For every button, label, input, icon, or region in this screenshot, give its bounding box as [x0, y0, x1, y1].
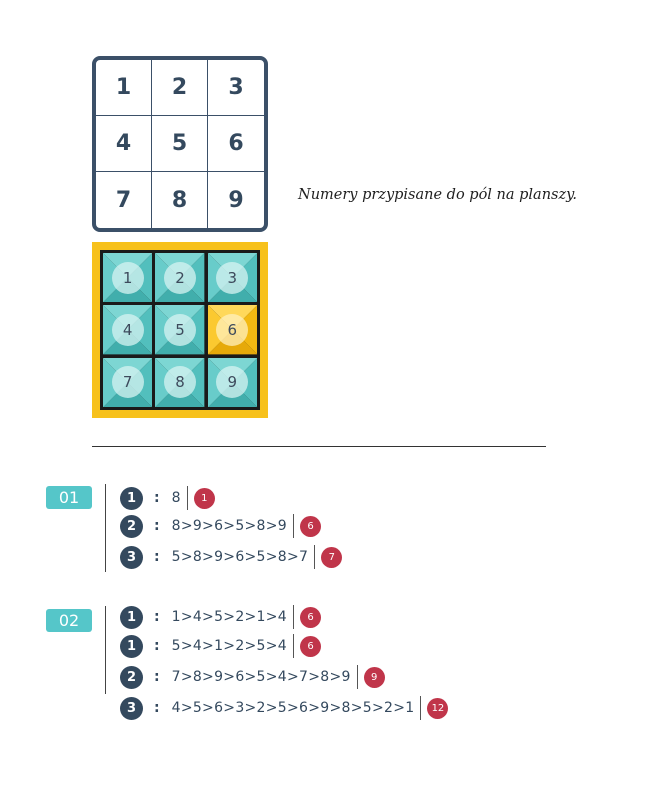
board-tile: [103, 253, 152, 302]
board-tile: [103, 305, 152, 354]
separator: :: [154, 609, 160, 625]
level-number: 2: [120, 515, 143, 538]
move-count-badge: 12: [427, 698, 448, 719]
tile-label: 3: [216, 262, 248, 294]
section-line-02: [105, 606, 106, 694]
tile-label: 1: [112, 262, 144, 294]
board-tile: [155, 305, 204, 354]
section-badge-01: 01: [46, 486, 92, 509]
grid-cell: 4: [96, 116, 152, 172]
tile-label: 9: [216, 366, 248, 398]
board-tile: [155, 253, 204, 302]
grid-caption: Numery przypisane do pól na planszy.: [298, 187, 577, 203]
level-number: 1: [120, 635, 143, 658]
level-number: 1: [120, 487, 143, 510]
solution-row: [120, 486, 215, 510]
section-badge-02: 02: [46, 609, 92, 632]
solution-row: [120, 514, 321, 538]
tile-label: 6: [216, 314, 248, 346]
move-sequence: 5>8>9>6>5>8>7: [172, 545, 316, 569]
separator: :: [154, 518, 160, 534]
grid-cell: 1: [96, 60, 152, 116]
board-tile: [208, 358, 257, 407]
grid-cell: 7: [96, 172, 152, 228]
move-count-badge: 1: [194, 488, 215, 509]
level-number: 3: [120, 546, 143, 569]
separator: :: [154, 669, 160, 685]
section-divider: [92, 446, 546, 447]
solution-row: [120, 665, 385, 689]
tile-board: [92, 242, 268, 418]
board-tile: [103, 358, 152, 407]
grid-cell: 5: [152, 116, 208, 172]
solution-row: [120, 605, 321, 629]
solution-row: [120, 696, 448, 720]
separator: :: [154, 700, 160, 716]
grid-cell: 2: [152, 60, 208, 116]
board-tile: [208, 253, 257, 302]
board-tile: [208, 305, 257, 354]
level-number: 3: [120, 697, 143, 720]
tile-board-grid: [100, 250, 260, 410]
separator: :: [154, 638, 160, 654]
tile-label: 8: [164, 366, 196, 398]
move-count-badge: 6: [300, 516, 321, 537]
move-sequence: 8>9>6>5>8>9: [172, 514, 294, 538]
numbered-grid: [92, 56, 268, 232]
move-count-badge: 6: [300, 636, 321, 657]
move-count-badge: 7: [321, 547, 342, 568]
section-line-01: [105, 484, 106, 572]
tile-label: 4: [112, 314, 144, 346]
grid-cell: 9: [228, 187, 244, 213]
grid-cell: 3: [208, 60, 264, 116]
move-sequence: 4>5>6>3>2>5>6>9>8>5>2>1: [172, 696, 422, 720]
level-number: 2: [120, 666, 143, 689]
grid-cell: 8: [152, 172, 208, 228]
tile-label: 7: [112, 366, 144, 398]
grid-cell: 6: [208, 116, 264, 172]
level-number: 1: [120, 606, 143, 629]
move-sequence: 1>4>5>2>1>4: [172, 605, 294, 629]
move-count-badge: 9: [364, 667, 385, 688]
separator: :: [154, 490, 160, 506]
move-sequence: 8: [172, 486, 188, 510]
solution-row: [120, 634, 321, 658]
tile-label: 5: [164, 314, 196, 346]
move-count-badge: 6: [300, 607, 321, 628]
move-sequence: 5>4>1>2>5>4: [172, 634, 294, 658]
solution-row: [120, 545, 342, 569]
tile-label: 2: [164, 262, 196, 294]
separator: :: [154, 549, 160, 565]
board-tile: [155, 358, 204, 407]
move-sequence: 7>8>9>6>5>4>7>8>9: [172, 665, 358, 689]
